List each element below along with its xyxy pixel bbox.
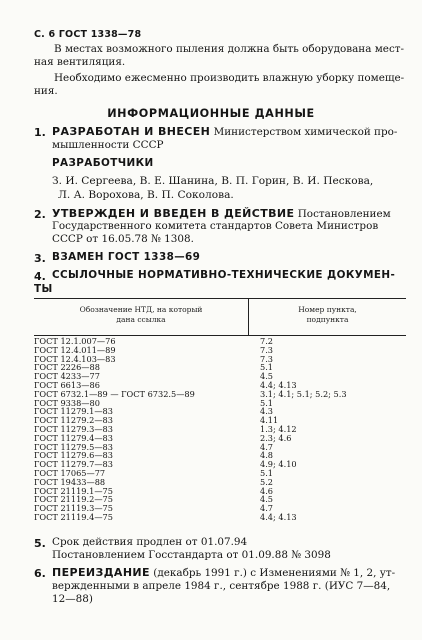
table-cell-clause: 7.3 bbox=[260, 344, 274, 355]
table-cell-clause: 4.3 bbox=[260, 406, 274, 417]
section-title: ИНФОРМАЦИОННЫЕ ДАННЫЕ bbox=[107, 107, 315, 120]
table-cell-document: ГОСТ 21119.3—75 bbox=[34, 503, 113, 514]
table-cell-clause: 2.3; 4.6 bbox=[260, 432, 292, 443]
table-cell-document: ГОСТ 9338—80 bbox=[34, 397, 100, 408]
table-cell-clause: 5.1 bbox=[260, 397, 274, 408]
table-cell-document: ГОСТ 11279.1—83 bbox=[34, 406, 113, 417]
item-6-line-1 bbox=[52, 566, 395, 580]
item-4-bold-line-1: ССЫЛОЧНЫЕ НОРМАТИВНО-ТЕХНИЧЕСКИЕ ДОКУМЕН- bbox=[52, 269, 396, 281]
table-cell-clause: 5.2 bbox=[260, 476, 274, 487]
table-cell-document: ГОСТ 11279.3—83 bbox=[34, 424, 113, 434]
table-cell-document: ГОСТ 2226—88 bbox=[34, 362, 100, 373]
item-5-number: 5. bbox=[34, 537, 46, 550]
item-6-number: 6. bbox=[34, 567, 46, 580]
table-cell-document: ГОСТ 19433—88 bbox=[34, 476, 106, 487]
item-4-number: 4. bbox=[34, 270, 46, 283]
developers-line-2: Л. А. Ворохова, В. П. Соколова. bbox=[58, 189, 234, 201]
item-2-number: 2. bbox=[34, 208, 46, 221]
table-cell-document: ГОСТ 11279.6—83 bbox=[34, 450, 113, 461]
table-cell-document: ГОСТ 11279.7—83 bbox=[34, 459, 113, 470]
intro-paragraph-1-line-2: ная вентиляция. bbox=[34, 56, 126, 68]
intro-paragraph-2-line-2: ния. bbox=[34, 85, 58, 97]
item-2-text-1: Постановлением bbox=[297, 208, 391, 220]
col1-header-line-1: Обозначение НТД, на который bbox=[79, 305, 203, 314]
item-2-line-1 bbox=[52, 207, 391, 221]
item-3-number: 3. bbox=[34, 252, 46, 265]
item-3-bold: ВЗАМЕН ГОСТ 1338—69 bbox=[52, 251, 201, 263]
table-cell-clause: 3.1; 4.1; 5.1; 5.2; 5.3 bbox=[260, 388, 347, 399]
table-cell-clause: 5.1 bbox=[260, 468, 274, 478]
item-6-text-1: (декабрь 1991 г.) с Изменениями № 1, 2, ут- bbox=[153, 567, 396, 579]
table-cell-clause: 7.3 bbox=[260, 353, 274, 364]
table-cell-clause: 4.11 bbox=[260, 415, 279, 426]
developers-title: РАЗРАБОТЧИКИ bbox=[52, 157, 154, 169]
table-cell-clause: 1.3; 4.12 bbox=[260, 424, 297, 434]
item-1-number: 1. bbox=[34, 126, 46, 139]
item-6-line-2: вержденными в апреле 1984 г., сентябре 1988 г. (ИУС 7—84, bbox=[52, 580, 391, 592]
table-cell-document: ГОСТ 11279.2—83 bbox=[34, 415, 113, 426]
table-cell-clause: 4.4; 4.13 bbox=[260, 380, 297, 390]
item-5-line-2: Постановлением Госстандарта от 01.09.88 № 3098 bbox=[52, 549, 331, 561]
table-cell-document: ГОСТ 21119.4—75 bbox=[34, 512, 113, 522]
intro-paragraph-2-line-1: Необходимо ежесменно производить влажную уборку помеще- bbox=[54, 72, 405, 84]
table-cell-document: ГОСТ 12.4.011—89 bbox=[34, 344, 116, 355]
item-4-bold-line-2: ТЫ bbox=[34, 283, 53, 295]
item-5-line-1: Срок действия продлен от 01.07.94 bbox=[52, 536, 248, 548]
item-6-bold: ПЕРЕИЗДАНИЕ bbox=[52, 566, 150, 579]
table-cell-document: ГОСТ 6732.1—89 — ГОСТ 6732.5—89 bbox=[34, 388, 195, 399]
col1-header bbox=[34, 305, 248, 325]
col2-header bbox=[249, 305, 406, 325]
item-2-bold: УТВЕРЖДЕН И ВВЕДЕН В ДЕЙСТВИЕ bbox=[52, 207, 295, 220]
table-cell-document: ГОСТ 12.1.007—76 bbox=[34, 336, 116, 346]
item-1-line-1 bbox=[52, 125, 397, 139]
developers-line-1: З. И. Сергеева, В. Е. Шанина, В. П. Горин, В. И. Пескова, bbox=[52, 175, 374, 187]
table-cell-clause: 4.8 bbox=[260, 450, 274, 461]
item-1-bold: РАЗРАБОТАН И ВНЕСЕН bbox=[52, 125, 211, 138]
page-header: С. 6 ГОСТ 1338—78 bbox=[34, 29, 142, 40]
table-cell-document: ГОСТ 21119.2—75 bbox=[34, 494, 113, 505]
item-1-text-1: Министерством химической про- bbox=[213, 126, 398, 138]
table-cell-clause: 4.5 bbox=[260, 494, 274, 505]
table-cell-clause: 4.7 bbox=[260, 441, 274, 452]
item-6-line-3: 12—88) bbox=[52, 593, 93, 605]
item-1-line-2: мышленности СССР bbox=[52, 139, 164, 151]
table-cell-document: ГОСТ 6613—86 bbox=[34, 380, 100, 390]
reference-table-header bbox=[34, 298, 406, 336]
col2-header-line-2: подпункта bbox=[306, 315, 349, 324]
table-cell-clause: 4.9; 4.10 bbox=[260, 459, 297, 470]
table-cell-clause: 4.4; 4.13 bbox=[260, 512, 297, 522]
table-cell-clause: 5.1 bbox=[260, 362, 274, 373]
table-cell-document: ГОСТ 4233—77 bbox=[34, 371, 100, 382]
table-cell-clause: 7.2 bbox=[260, 336, 274, 346]
table-cell-clause: 4.7 bbox=[260, 503, 274, 514]
table-cell-clause: 4.6 bbox=[260, 485, 274, 496]
table-cell-document: ГОСТ 21119.1—75 bbox=[34, 485, 113, 496]
table-cell-document: ГОСТ 17065—77 bbox=[34, 468, 106, 478]
table-cell-document: ГОСТ 12.4.103—83 bbox=[34, 353, 116, 364]
item-2-line-3: СССР от 16.05.78 № 1308. bbox=[52, 233, 194, 245]
item-2-line-2: Государственного комитета стандартов Совета Министров bbox=[52, 220, 379, 232]
table-cell-document: ГОСТ 11279.5—83 bbox=[34, 441, 113, 452]
col2-header-line-1: Номер пункта, bbox=[298, 305, 357, 314]
table-cell-document: ГОСТ 11279.4—83 bbox=[34, 432, 113, 443]
table-cell-clause: 4.5 bbox=[260, 371, 274, 382]
col1-header-line-2: дана ссылка bbox=[116, 315, 166, 324]
intro-paragraph-1-line-1: В местах возможного пыления должна быть оборудована мест- bbox=[54, 43, 405, 55]
